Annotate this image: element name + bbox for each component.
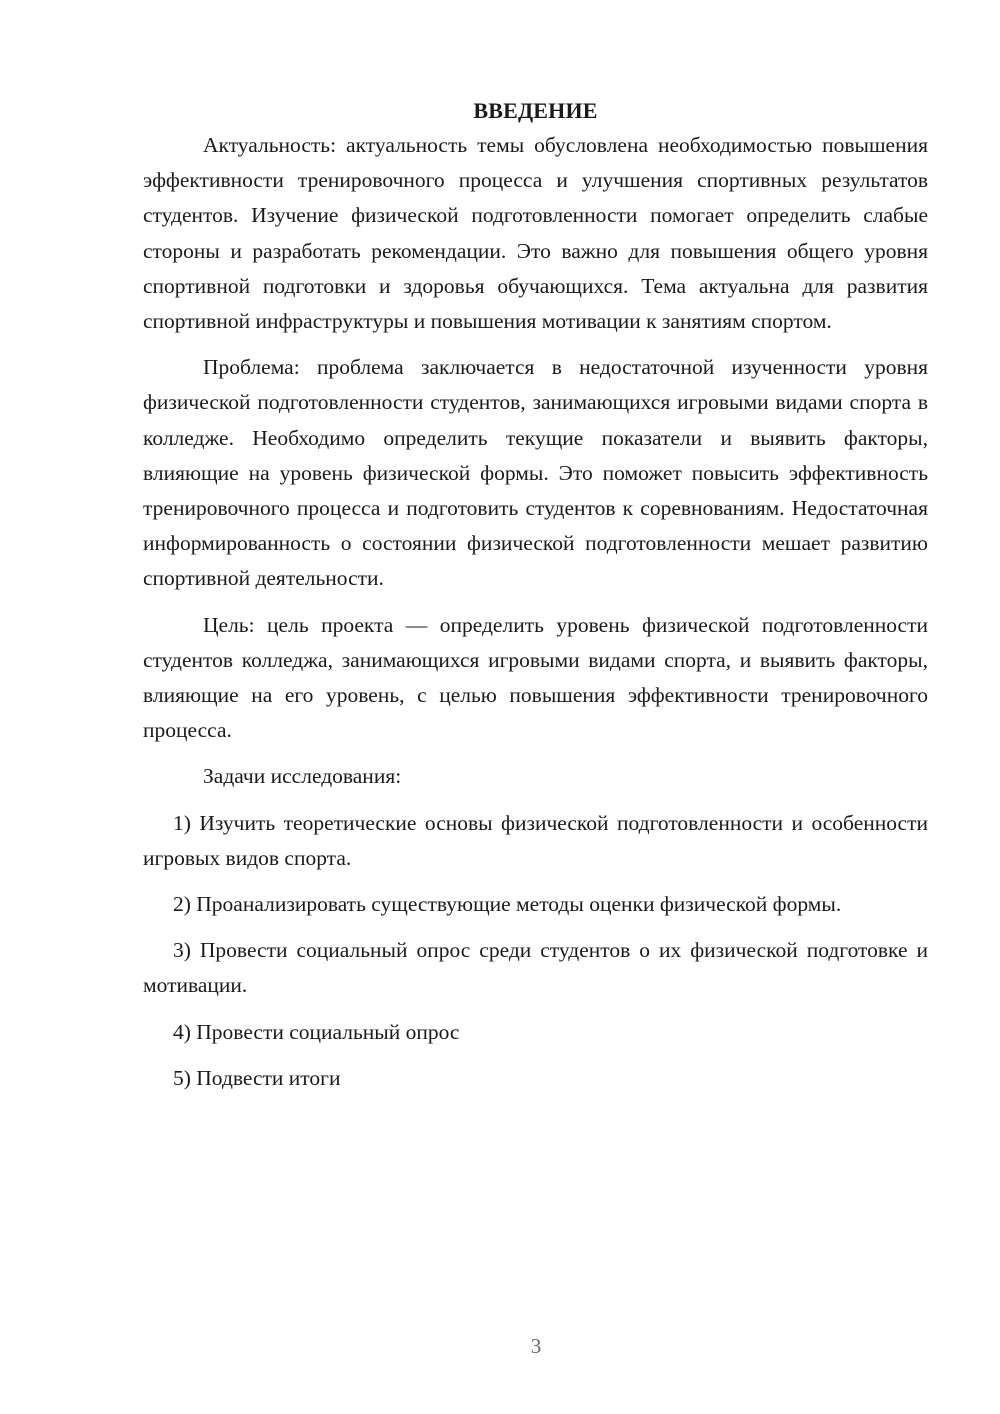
page-number: 3 (530, 1334, 542, 1358)
paragraph-problem: Проблема: проблема заключается в недостаточной изученности уровня физической подготовленности студентов, занимающихся игровыми видами спорта в колледже. Необходимо определить текущие показатели и выявить факторы, влияющие на уровень физической формы. Это поможет повысить эффективность тренировочного процесса и подготовить студентов к соревнованиям. Недостаточная информированность о состоянии физической подготовленности мешает развитию спортивной деятельности. (143, 355, 928, 591)
section-title: ВВЕДЕНИЕ (473, 98, 598, 123)
task-item: 2) Проанализировать существующие методы оценки физической формы. (173, 892, 842, 917)
paragraph-relevance: Актуальность: актуальность темы обусловлена необходимостью повышения эффективности тренировочного процесса и улучшения спортивных результатов студентов. Изучение физической подготовленности помогает определить слабые стороны и разработать рекомендации. Это важно для повышения общего уровня спортивной подготовки и здоровья обучающихся. Тема актуальна для развития спортивной инфраструктуры и повышения мотивации к занятиям спортом. (143, 133, 928, 334)
task-item: 4) Провести социальный опрос (173, 1019, 460, 1044)
task-item: 3) Провести социальный опрос среди студентов о их физической подготовке и мотивации. (143, 938, 928, 998)
tasks-list (143, 806, 928, 1096)
document-page (143, 93, 928, 1107)
tasks-heading: Задачи исследования: (203, 764, 402, 789)
task-item: 1) Изучить теоретические основы физической подготовленности и особенности игровых видов спорта. (143, 810, 928, 870)
paragraph-goal: Цель: цель проекта — определить уровень физической подготовленности студентов колледжа, занимающихся игровыми видами спорта, и выявить факторы, влияющие на его уровень, с целью повышения эффективности тренировочного процесса. (143, 612, 928, 743)
task-item: 5) Подвести итоги (173, 1065, 341, 1090)
